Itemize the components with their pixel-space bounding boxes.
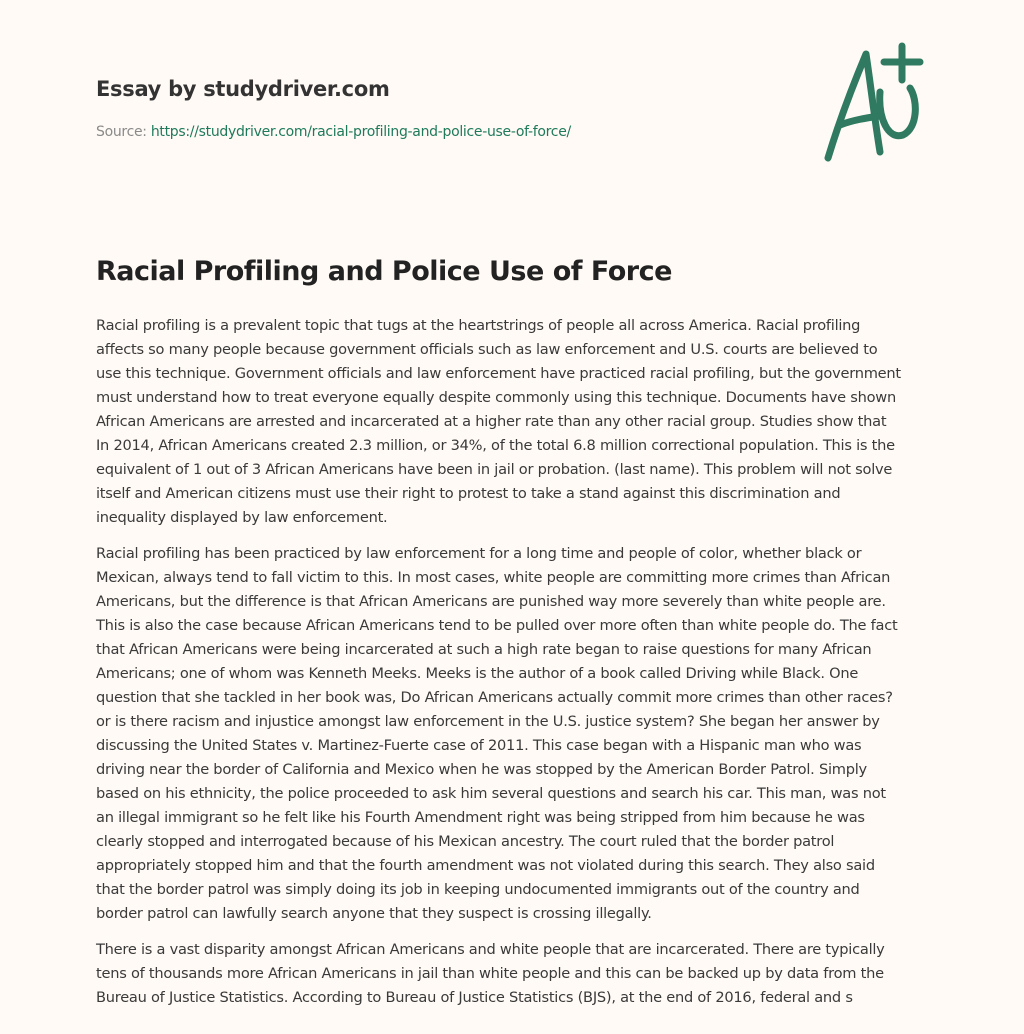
- paragraph-line: border patrol can lawfully search anyone that they suspect is crossing illegally.: [96, 905, 652, 922]
- source-line: [96, 124, 571, 140]
- paragraph-line: tens of thousands more African Americans in jail than white people and this can be backed up by data from the: [96, 965, 884, 982]
- paragraph-line: affects so many people because government officials such as law enforcement and U.S. courts are believed to: [96, 341, 878, 358]
- paragraph-line: equivalent of 1 out of 3 African Americans have been in jail or probation. (last name). This problem will not solve: [96, 461, 893, 478]
- essay-paragraph: [96, 314, 936, 530]
- paragraph-line: an illegal immigrant so he felt like his Fourth Amendment right was being stripped from him because he was: [96, 809, 865, 826]
- paragraph-line: or is there racism and injustice amongst law enforcement in the U.S. justice system? She began her answer by: [96, 713, 880, 730]
- paragraph-line: must understand how to treat everyone equally despite commonly using this technique. Documents have shown: [96, 389, 896, 406]
- paragraph-line: Bureau of Justice Statistics. According to Bureau of Justice Statistics (BJS), at the end of 2016, federal and s: [96, 989, 853, 1006]
- essay-paragraph: [96, 542, 936, 926]
- source-label: Source:: [96, 124, 147, 140]
- a-plus-logo: [818, 40, 928, 165]
- paragraph-line: Racial profiling has been practiced by law enforcement for a long time and people of color, whether black or: [96, 545, 862, 562]
- essay-title: Racial Profiling and Police Use of Force: [96, 256, 672, 287]
- paragraph-line: use this technique. Government officials and law enforcement have practiced racial profiling, but the government: [96, 365, 901, 382]
- paragraph-line: Racial profiling is a prevalent topic that tugs at the heartstrings of people all across America. Racial profiling: [96, 317, 861, 334]
- paragraph-line: Americans; one of whom was Kenneth Meeks. Meeks is the author of a book called Driving while Black. One: [96, 665, 859, 682]
- paragraph-line: African Americans are arrested and incarcerated at a higher rate than any other racial group. Studies show that: [96, 413, 887, 430]
- paragraph-line: that the border patrol was simply doing its job in keeping undocumented immigrants out of the country and: [96, 881, 860, 898]
- paragraph-line: inequality displayed by law enforcement.: [96, 509, 388, 526]
- essay-body: [96, 314, 936, 1022]
- paragraph-line: question that she tackled in her book was, Do African Americans actually commit more crimes than other races?: [96, 689, 893, 706]
- source-link[interactable]: https://studydriver.com/racial-profiling-and-police-use-of-force/: [150, 124, 571, 140]
- paragraph-line: that African Americans were being incarcerated at such a high rate began to raise questions for many African: [96, 641, 872, 658]
- paragraph-line: There is a vast disparity amongst African Americans and white people that are incarcerated. There are typically: [96, 941, 885, 958]
- paragraph-line: Americans, but the difference is that African Americans are punished way more severely than white people are.: [96, 593, 886, 610]
- paragraph-line: itself and American citizens must use their right to protest to take a stand against this discrimination and: [96, 485, 841, 502]
- paragraph-line: based on his ethnicity, the police proceeded to ask him several questions and search his car. This man, was not: [96, 785, 886, 802]
- paragraph-line: appropriately stopped him and that the fourth amendment was not violated during this search. They also said: [96, 857, 875, 874]
- paragraph-line: clearly stopped and interrogated because of his Mexican ancestry. The court ruled that the border patrol: [96, 833, 835, 850]
- site-brand: Essay by studydriver.com: [96, 77, 390, 101]
- paragraph-line: driving near the border of California and Mexico when he was stopped by the American Border Patrol. Simply: [96, 761, 867, 778]
- paragraph-line: This is also the case because African Americans tend to be pulled over more often than white people do. The fact: [96, 617, 898, 634]
- paragraph-line: discussing the United States v. Martinez-Fuerte case of 2011. This case began with a Hispanic man who was: [96, 737, 862, 754]
- paragraph-line: Mexican, always tend to fall victim to this. In most cases, white people are committing more crimes than African: [96, 569, 891, 586]
- essay-paragraph: [96, 938, 936, 1010]
- paragraph-line: In 2014, African Americans created 2.3 million, or 34%, of the total 6.8 million correctional population. This is the: [96, 437, 895, 454]
